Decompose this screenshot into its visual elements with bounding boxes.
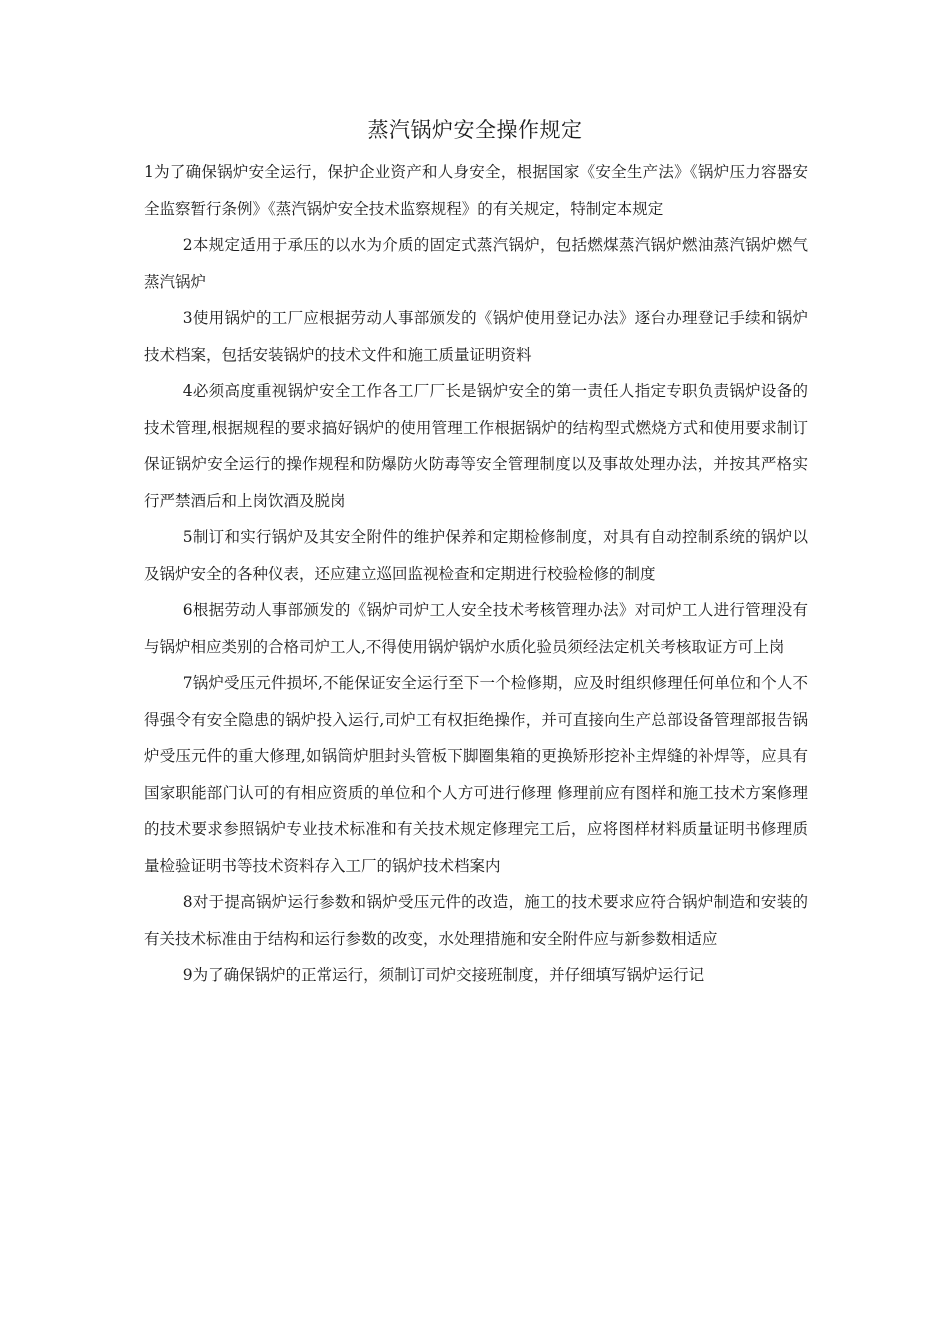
paragraph-6: 6根据劳动人事部颁发的《锅炉司炉工人安全技术考核管理办法》对司炉工人进行管理没有与锅炉相应类别的合格司炉工人,不得使用锅炉锅炉水质化验员须经法定机关考核取证方可上岗 xyxy=(144,601,808,656)
paragraph-5: 5制订和实行锅炉及其安全附件的维护保养和定期检修制度，对具有自动控制系统的锅炉以及锅炉安全的各种仪表，还应建立巡回监视检查和定期进行校验检修的制度 xyxy=(144,528,808,583)
document-title: 蒸汽锅炉安全操作规定 xyxy=(367,118,583,142)
paragraph-1: 1为了确保锅炉安全运行，保护企业资产和人身安全，根据国家《安全生产法》《锅炉压力容器安全监察暂行条例》《蒸汽锅炉安全技术监察规程》的有关规定，特制定本规定 xyxy=(144,163,808,218)
document-body xyxy=(144,154,808,994)
paragraph-2: 2本规定适用于承压的以水为介质的固定式蒸汽锅炉，包括燃煤蒸汽锅炉燃油蒸汽锅炉燃气蒸汽锅炉 xyxy=(144,236,808,291)
paragraph-7: 7锅炉受压元件损坏,不能保证安全运行至下一个检修期，应及时组织修理任何单位和个人不得强令有安全隐患的锅炉投入运行,司炉工有权拒绝操作，并可直接向生产总部设备管理部报告锅炉受压元件的重大修理,如锅筒炉胆封头管板下脚圈集箱的更换矫形挖补主焊缝的补焊等，应具有国家职能部门认可的有相应资质的单位和个人方可进行修理 修理前应有图样和施工技术方案修理的技术要求参照锅炉专业技术标准和有关技术规定修理完工后，应将图样材料质量证明书修理质量检验证明书等技术资料存入工厂的锅炉技术档案内 xyxy=(144,674,808,875)
paragraph-9: 9为了确保锅炉的正常运行，须制订司炉交接班制度，并仔细填写锅炉运行记 xyxy=(182,966,705,984)
paragraph-8: 8对于提高锅炉运行参数和锅炉受压元件的改造，施工的技术要求应符合锅炉制造和安装的有关技术标准由于结构和运行参数的改变，水处理措施和安全附件应与新参数相适应 xyxy=(144,893,808,948)
paragraph-3: 3使用锅炉的工厂应根据劳动人事部颁发的《锅炉使用登记办法》逐台办理登记手续和锅炉技术档案，包括安装锅炉的技术文件和施工质量证明资料 xyxy=(144,309,808,364)
paragraph-4: 4必须高度重视锅炉安全工作各工厂厂长是锅炉安全的第一责任人指定专职负责锅炉设备的技术管理,根据规程的要求搞好锅炉的使用管理工作根据锅炉的结构型式燃烧方式和使用要求制订保证锅炉安全运行的操作规程和防爆防火防毒等安全管理制度以及事故处理办法，并按其严格实行严禁酒后和上岗饮酒及脱岗 xyxy=(144,382,808,510)
